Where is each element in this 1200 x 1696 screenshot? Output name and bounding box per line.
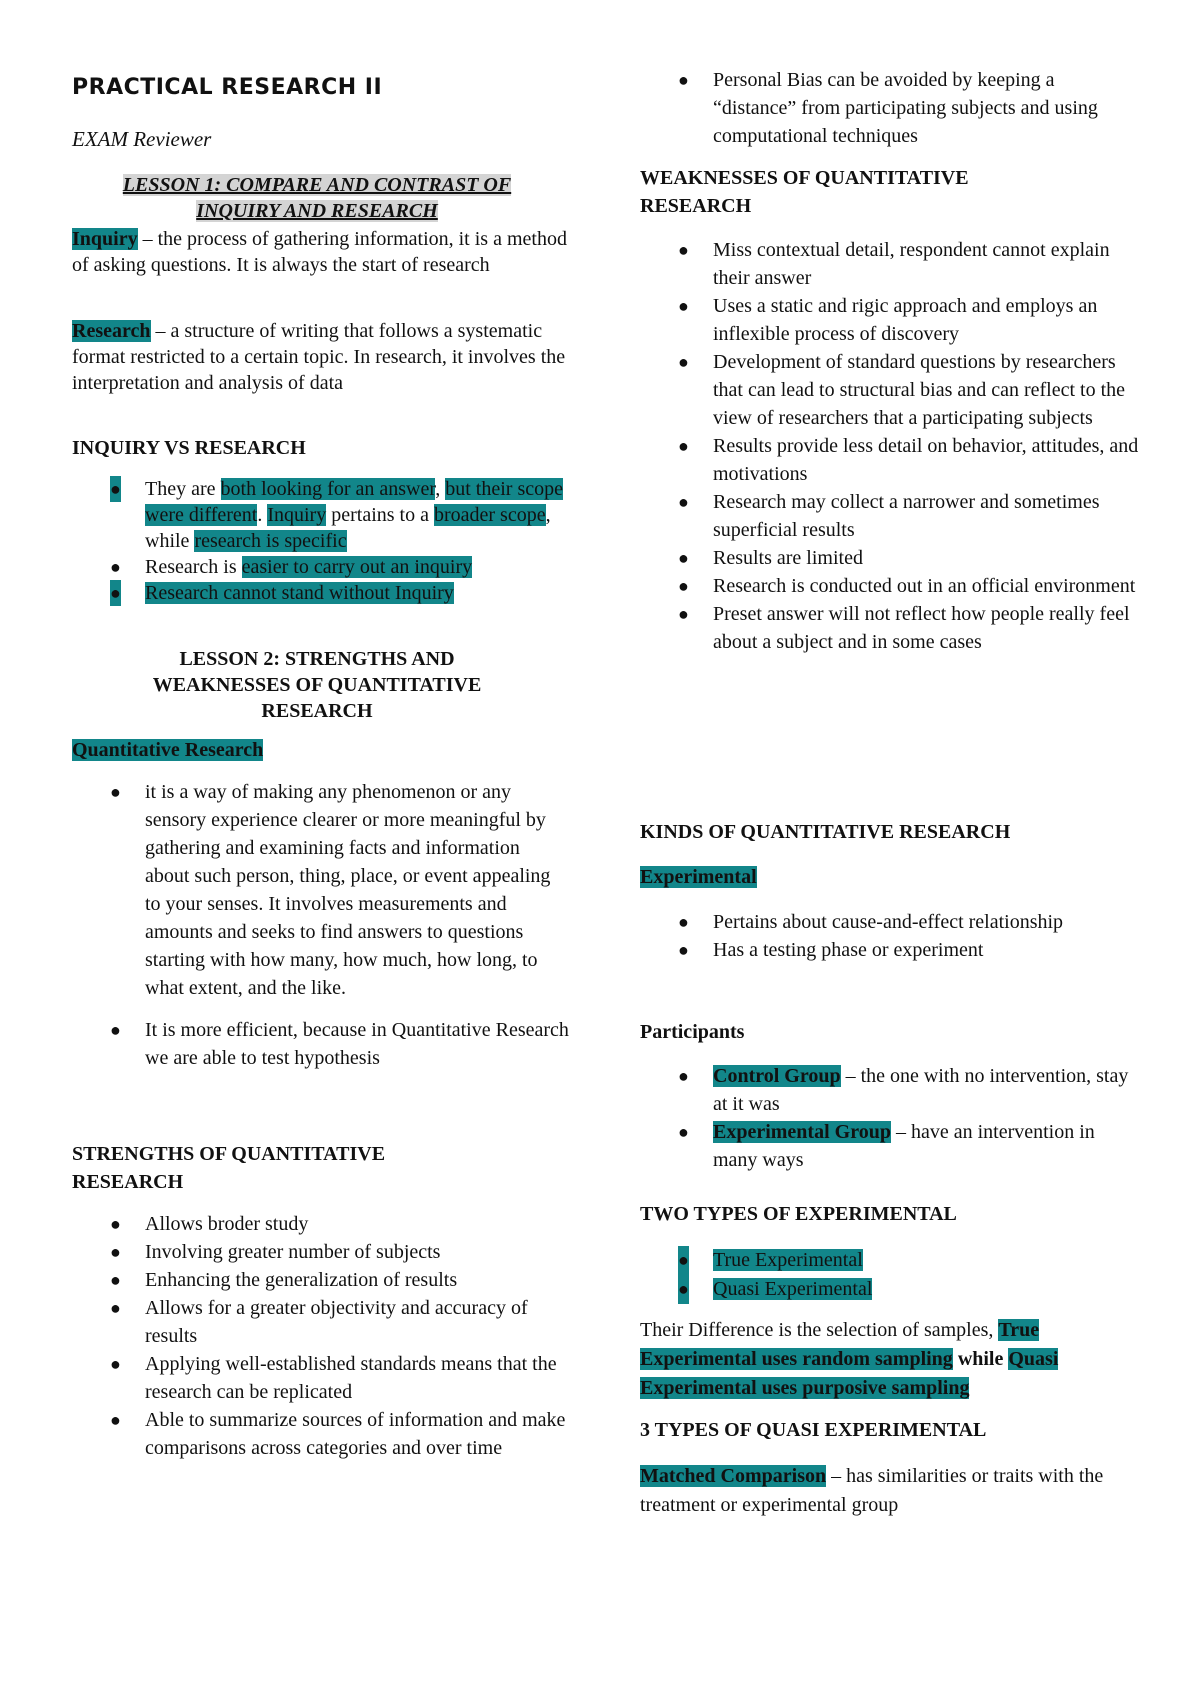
bullet-icon: ● (678, 436, 689, 456)
list-item (72, 476, 572, 554)
list-item (640, 488, 1145, 544)
bullet-icon: ● (110, 557, 121, 577)
bullet-icon: ● (110, 782, 121, 802)
lesson1-heading (72, 172, 562, 224)
text: Pertains about cause-and-effect relationship (713, 911, 1064, 933)
highlight: both looking for an answer (220, 478, 436, 500)
list-item (640, 432, 1145, 488)
bullet-icon: ● (678, 1275, 689, 1304)
inquiry-vs-research-list (72, 476, 572, 606)
list-item (640, 572, 1145, 600)
experimental-line (640, 864, 757, 890)
list-item (640, 292, 1145, 348)
bullet-icon: ● (678, 940, 689, 960)
text: Uses a static and rigic approach and employs an inflexible process of discovery (713, 295, 1098, 345)
list-item (640, 348, 1145, 432)
text: , while (145, 504, 551, 552)
bullet-icon: ● (678, 70, 689, 90)
text: Development of standard questions by researchers that can lead to structural bias and can reflect to the view of researchers that a participating subjects (713, 351, 1126, 429)
highlight: easier to carry out an inquiry (241, 556, 473, 578)
text: Involving greater number of subjects (145, 1241, 441, 1263)
list-item (640, 1275, 1140, 1304)
lesson1-line1: LESSON 1: COMPARE AND CONTRAST OF (122, 174, 512, 196)
bullet-icon: ● (110, 1020, 121, 1040)
text: They are (145, 478, 221, 500)
list-item (640, 936, 1140, 964)
quantitative-research-term: Quantitative Research (72, 739, 264, 761)
text: Able to summarize sources of information and make comparisons across categories and over time (145, 1409, 566, 1459)
list-item (72, 1210, 572, 1238)
bullet-icon: ● (678, 576, 689, 596)
experimental-group-term: Experimental Group (713, 1121, 891, 1143)
control-group-term: Control Group (713, 1065, 841, 1087)
text: – has similarities or traits with the treatment or experimental group (640, 1465, 1104, 1516)
list-item (72, 778, 572, 1002)
two-types-list (640, 1246, 1140, 1304)
participants-list (640, 1062, 1140, 1174)
text: Personal Bias can be avoided by keeping a “distance” from participating subjects and using computational techniques (713, 69, 1098, 147)
quantitative-research-term-line (72, 737, 263, 763)
bullet-icon: ● (110, 1298, 121, 1318)
text: it is a way of making any phenomenon or any sensory experience clearer or more meaningful by gathering and examining facts and information about such person, thing, place, or event appealing to your senses. It involves measurements and amounts and seeks to find answers to questions starting with how many, how much, how long, to what extent, and the like. (145, 781, 551, 999)
text: Research is conducted out in an official environment (713, 575, 1136, 597)
text: Results provide less detail on behavior, attitudes, and motivations (713, 435, 1139, 485)
text: . (257, 504, 268, 526)
highlight: research is specific (194, 530, 347, 552)
bullet-icon: ● (110, 1214, 121, 1234)
inquiry-vs-research-heading: INQUIRY VS RESEARCH (72, 437, 306, 459)
experimental-term: Experimental (640, 866, 757, 888)
bullet-icon: ● (678, 1246, 689, 1275)
participants-heading: Participants (640, 1021, 745, 1043)
highlight: True Experimental uses random sampling (640, 1319, 1040, 1370)
text: Has a testing phase or experiment (713, 939, 984, 961)
text: Preset answer will not reflect how people really feel about a subject and in some cases (713, 603, 1130, 653)
bullet-icon: ● (678, 1066, 689, 1086)
text: pertains to a (326, 504, 434, 526)
inquiry-term: Inquiry (72, 228, 138, 250)
bullet-icon: ● (678, 492, 689, 512)
text: Research is (145, 556, 242, 578)
lesson2-line3: RESEARCH (261, 700, 373, 722)
list-item (72, 1406, 572, 1462)
highlight: Quasi Experimental uses purposive sampling (640, 1348, 1059, 1399)
text: Research may collect a narrower and sometimes superficial results (713, 491, 1100, 541)
inquiry-def: – the process of gathering information, it is a method of asking questions. It is always the start of research (72, 228, 567, 276)
list-item (640, 1062, 1140, 1118)
bullet-icon: ● (678, 1122, 689, 1142)
inquiry-definition (72, 226, 567, 278)
list-item (72, 554, 572, 580)
bullet-icon: ● (678, 240, 689, 260)
research-term: Research (72, 320, 151, 342)
list-item (640, 544, 1145, 572)
two-types-heading: TWO TYPES OF EXPERIMENTAL (640, 1203, 957, 1225)
research-def: – a structure of writing that follows a systematic format restricted to a certain topic. In research, it involves the interpretation and analysis of data (72, 320, 566, 394)
document-subtitle: EXAM Reviewer (72, 127, 212, 151)
highlight: True Experimental (713, 1249, 863, 1271)
bullet-icon: ● (678, 548, 689, 568)
list-item (72, 1016, 572, 1072)
list-item (640, 66, 1140, 150)
list-item (72, 1266, 572, 1294)
highlight: Research cannot stand without Inquiry (145, 582, 454, 604)
bullet-icon: ● (110, 1410, 121, 1430)
lesson1-line2: INQUIRY AND RESEARCH (196, 200, 438, 222)
kinds-heading: KINDS OF QUANTITATIVE RESEARCH (640, 821, 1011, 843)
list-item (72, 1238, 572, 1266)
text: – the one with no intervention, stay at it was (713, 1065, 1129, 1115)
strengths-list (72, 1210, 572, 1462)
text: while (952, 1348, 1009, 1370)
text: Allows for a greater objectivity and accuracy of results (145, 1297, 528, 1347)
bullet-icon: ● (678, 604, 689, 624)
highlight: Inquiry (267, 504, 327, 526)
weaknesses-heading: WEAKNESSES OF QUANTITATIVE RESEARCH (640, 167, 969, 217)
weaknesses-list (640, 236, 1145, 656)
list-item (640, 600, 1145, 656)
lesson2-heading (72, 646, 562, 724)
list-item (72, 1350, 572, 1406)
list-item (72, 1294, 572, 1350)
highlight: Quasi Experimental (713, 1278, 873, 1300)
strengths-heading: STRENGTHS OF QUANTITATIVE RESEARCH (72, 1143, 386, 1193)
lesson2-line2: WEAKNESSES OF QUANTITATIVE (152, 674, 482, 696)
text: Their Difference is the selection of samples, (640, 1319, 999, 1341)
list-item (640, 1246, 1140, 1275)
text: – have an intervention in many ways (713, 1121, 1095, 1171)
highlight: broader scope (433, 504, 546, 526)
experimental-list (640, 908, 1140, 964)
research-definition (72, 318, 572, 396)
list-item (640, 908, 1140, 936)
difference-paragraph (640, 1316, 1140, 1403)
text: It is more efficient, because in Quantitative Research we are able to test hypothesis (145, 1019, 569, 1069)
three-types-heading: 3 TYPES OF QUASI EXPERIMENTAL (640, 1419, 987, 1441)
quantitative-research-list (72, 778, 572, 1072)
text: Applying well-established standards means that the research can be replicated (145, 1353, 557, 1403)
matched-comparison-term: Matched Comparison (640, 1465, 827, 1487)
lesson2-line1: LESSON 2: STRENGTHS AND (179, 648, 455, 670)
bullet-icon: ● (110, 1270, 121, 1290)
document-title: PRACTICAL RESEARCH II (72, 75, 383, 100)
bullet-icon: ● (110, 580, 121, 606)
bullet-icon: ● (678, 912, 689, 932)
list-item (640, 236, 1145, 292)
text: Enhancing the generalization of results (145, 1269, 458, 1291)
list-item (640, 1118, 1140, 1174)
text: Results are limited (713, 547, 863, 569)
highlight: but their scope were different (145, 478, 563, 526)
text: Miss contextual detail, respondent cannot explain their answer (713, 239, 1110, 289)
matched-comparison-paragraph (640, 1462, 1140, 1520)
bullet-icon: ● (678, 352, 689, 372)
list-item (72, 580, 572, 606)
text: , (435, 478, 446, 500)
bullet-icon: ● (110, 1242, 121, 1262)
bullet-icon: ● (110, 476, 121, 502)
bias-list (640, 66, 1140, 150)
bullet-icon: ● (678, 296, 689, 316)
bullet-icon: ● (110, 1354, 121, 1374)
text: Allows broder study (145, 1213, 309, 1235)
